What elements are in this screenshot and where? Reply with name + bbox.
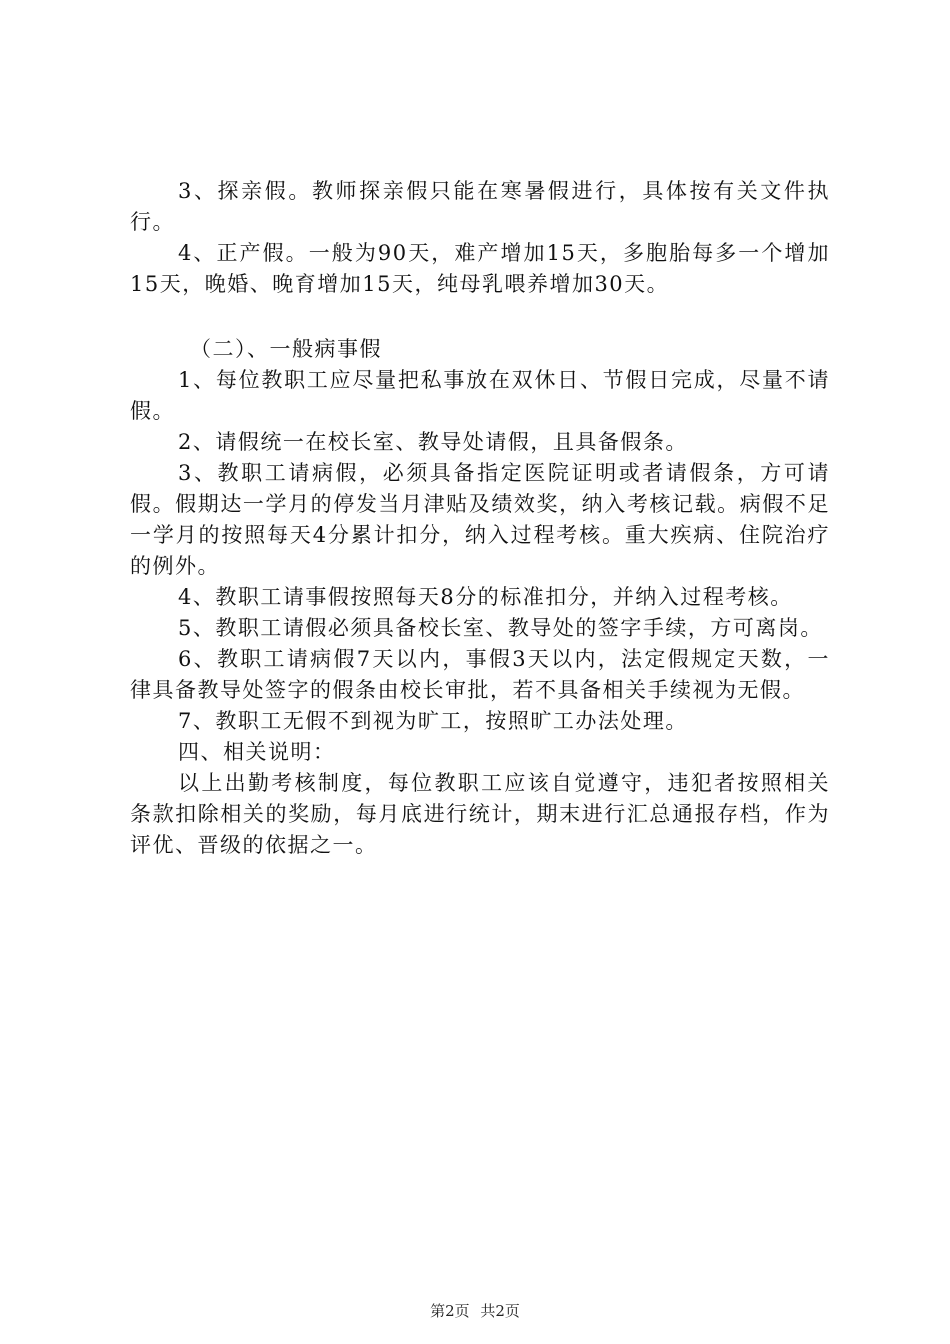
document-body bbox=[130, 176, 830, 861]
paragraph-item-4: 4、教职工请事假按照每天8分的标准扣分，并纳入过程考核。 bbox=[178, 585, 793, 609]
paragraph-item-6: 6、教职工请病假7天以内，事假3天以内，法定假规定天数，一律具备教导处签字的假条由校长审批，若不具备相关手续视为无假。 bbox=[130, 647, 830, 702]
page-footer bbox=[0, 1300, 950, 1321]
paragraph-home-leave: 3、探亲假。教师探亲假只能在寒暑假进行，具体按有关文件执行。 bbox=[130, 179, 830, 234]
section-heading-related-notes: 四、相关说明： bbox=[178, 740, 336, 764]
paragraph-closing-note: 以上出勤考核制度，每位教职工应该自觉遵守，违犯者按照相关条款扣除相关的奖励，每月底进行统计，期末进行汇总通报存档，作为评优、晋级的依据之一。 bbox=[130, 771, 830, 857]
paragraph-item-3: 3、教职工请病假，必须具备指定医院证明或者请假条，方可请假。假期达一学月的停发当月津贴及绩效奖，纳入考核记载。病假不足一学月的按照每天4分累计扣分，纳入过程考核。重大疾病、住院治疗的例外。 bbox=[130, 461, 830, 578]
page-number-current: 第2页 bbox=[430, 1302, 470, 1320]
section-heading-sick-personal-leave: （二）、一般病事假 bbox=[190, 337, 382, 361]
paragraph-item-1: 1、每位教职工应尽量把私事放在双休日、节假日完成，尽量不请假。 bbox=[130, 368, 830, 423]
paragraph-spacer bbox=[130, 300, 830, 334]
paragraph-item-7: 7、教职工无假不到视为旷工，按照旷工办法处理。 bbox=[178, 709, 688, 733]
paragraph-maternity-leave: 4、正产假。一般为90天，难产增加15天，多胞胎每多一个增加15天，晚婚、晚育增加15天，纯母乳喂养增加30天。 bbox=[130, 241, 830, 296]
paragraph-item-5: 5、教职工请假必须具备校长室、教导处的签字手续，方可离岗。 bbox=[178, 616, 823, 640]
page-number-total: 共2页 bbox=[480, 1302, 520, 1320]
paragraph-item-2: 2、请假统一在校长室、教导处请假，且具备假条。 bbox=[178, 430, 688, 454]
